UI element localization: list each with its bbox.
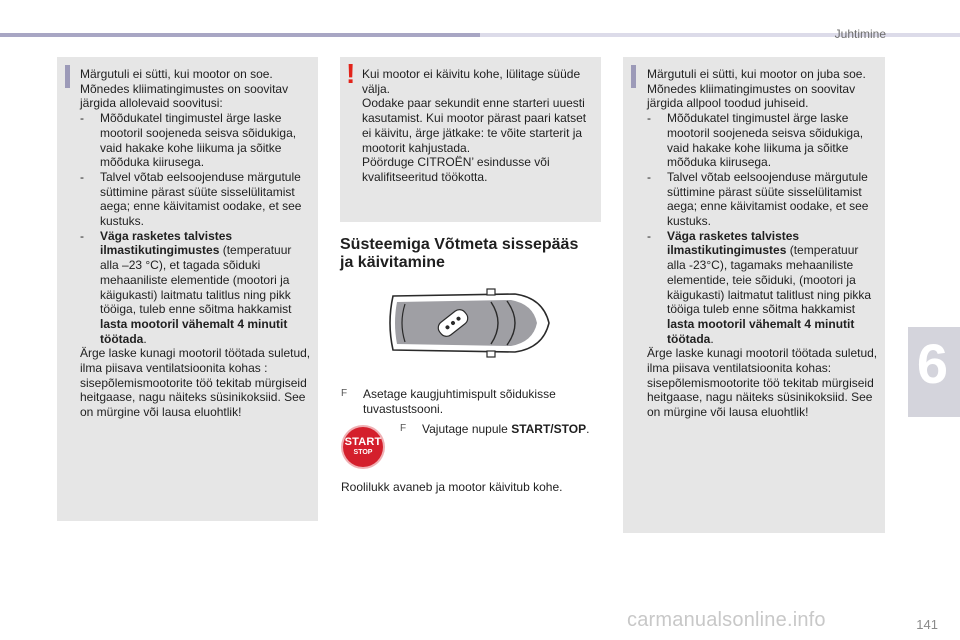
result-text: Roolilukk avaneb ja mootor käivitub kohe. [341, 480, 563, 494]
watermark: carmanualsonline.info [627, 609, 826, 631]
bullet-icon: F [341, 388, 348, 399]
start-stop-button-icon: START STOP [343, 427, 383, 467]
list-item: - Mõõdukatel tingimustel ärge laske mootoril soojeneda seisva sõidukiga, vaid hakake kohe liikuma ja sõitke mõõduka kiirusega. [647, 111, 864, 170]
warning-text: Kui mootor ei käivitu kohe, lülitage süüde välja. Oodake paar sekundit enne starteri uuesti kasutamist. Kui mootor pärast paari katset ei käivitu, ärge jätkake: te võite starterit ja mootorit kahjustada. Pöörduge CITROËN’ esindusse või kvalifitseeritud töökotta. [362, 67, 587, 184]
info-marker-icon [65, 65, 70, 88]
bullet-icon: F [400, 423, 407, 434]
info-panel-right-text [647, 67, 879, 420]
chapter-number: 6 [916, 332, 948, 395]
info-intro: Märgutuli ei sütti, kui mootor on soe. Mõnedes kliimatingimustes on soovitav järgida allolevaid soovitusi: [80, 67, 289, 111]
info-panel-left-text [80, 67, 312, 420]
page-number: 141 [916, 617, 938, 632]
list-item: - Mõõdukatel tingimustel ärge laske mootoril soojeneda seisva sõidukiga, vaid hakake kohe liikuma ja sõitke mõõduka kiirusega. [80, 111, 297, 170]
info-marker-icon [631, 65, 636, 88]
header-rule-right [480, 33, 960, 37]
car-detection-zone-illustration [383, 288, 553, 358]
instruction-press-start: F Vajutage nupule START/STOP. [400, 422, 590, 436]
instruction-place-remote: F Asetage kaugjuhtimispult sõidukisse tuvastustsooni. [341, 387, 556, 416]
info-closing: Ärge laske kunagi mootoril töötada suletud, ilma piisava ventilatsioonita kohas: sisepõlemismootorite töö tekitab mürgiseid heitgaase, nagu näiteks süsinikoksiid. See on mürgine või lausa eluohtlik! [647, 346, 878, 420]
list-item: - Talvel võtab eelsoojenduse märgutule süttimine pärast süüte sisselülitamist aega; enne käivitamist oodake, et see kustuks. [80, 169, 302, 229]
header-rule-left [0, 33, 480, 37]
list-item: - Talvel võtab eelsoojenduse märgutule süttimine pärast süüte sisselülitamist aega; enne käivitamist oodake, et see kustuks. [647, 169, 869, 229]
section-title: Juhtimine [834, 27, 886, 41]
list-item: - Väga rasketes talvistes ilmastikutingimustes (temperatuur alla -23°C), tagamaks mehaaniliste elementide, teie sõiduki, (mootori ja käigukasti) laitmatut talitlust ning pikka tööiga tuleb enne sõitma hakkamist lasta mootoril vähemalt 4 minutit töötada. [647, 228, 872, 346]
warning-icon: ! [346, 58, 356, 89]
info-intro: Märgutuli ei sütti, kui mootor on juba soe. Mõnedes kliimatingimustes on soovitav järgida allpool toodud juhiseid. [647, 67, 866, 111]
section-heading: Süsteemiga Võtmeta sissepääs ja käivitamine [340, 236, 579, 271]
list-item: - Väga rasketes talvistes ilmastikutingimustes (temperatuur alla –23 °C), et tagada sõiduki mehaaniliste elementide (mootori ja käigukasti) laitmatu talitlus ning pikk tööiga, tuleb enne sõitma hakkamist lasta mootoril vähemalt 4 minutit töötada. [80, 228, 292, 346]
info-closing: Ärge laske kunagi mootoril töötada suletud, ilma piisava ventilatsioonita kohas : sisepõlemismootorite töö tekitab mürgiseid heitgaase, nagu näiteks süsinikoksiid. See on mürgine või lausa eluohtlik! [80, 346, 311, 420]
